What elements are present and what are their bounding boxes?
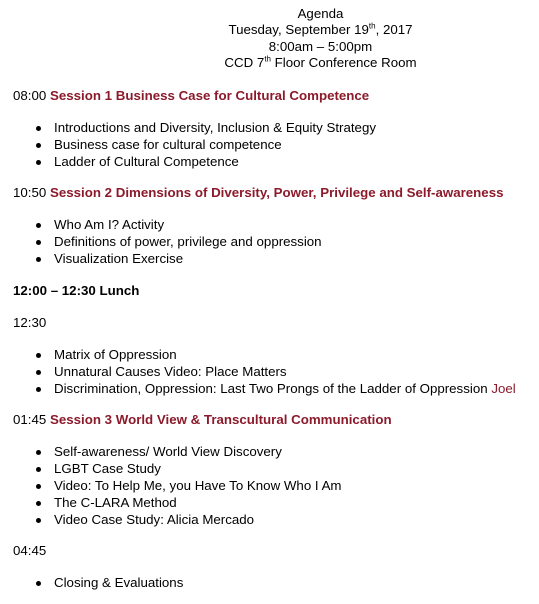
session-3-list [0,444,342,529]
date-ordinal: th [368,21,376,31]
list-item: Closing & Evaluations [0,575,183,592]
location-text: CCD 7 [224,55,265,71]
agenda-date [102,22,539,38]
location-ordinal: th [264,54,271,64]
list-item: Ladder of Cultural Competence [0,154,376,171]
session-1-title: Session 1 Business Case for Cultural Competence [49,88,370,103]
session-2-title: Session 2 Dimensions of Diversity, Power, Privilege and Self-awareness [49,185,504,200]
list-item: Video: To Help Me, you Have To Know Who I Am [0,478,342,495]
date-text: Tuesday, September 19 [228,22,369,38]
list-item [0,381,516,398]
list-item: Unnatural Causes Video: Place Matters [0,364,516,381]
session-1-list [0,120,376,171]
list-item: Video Case Study: Alicia Mercado [0,512,342,529]
agenda-header [0,6,539,72]
session-1-time: 08:00 [13,88,47,103]
session-2-time: 10:50 [13,185,47,200]
closing-block-list [0,575,183,592]
lunch-break: 12:00 – 12:30 Lunch [13,283,140,298]
session-3-title: Session 3 World View & Transcultural Communication [49,412,392,427]
session-1-heading [13,88,369,104]
list-item: Who Am I? Activity [0,217,322,234]
session-2-list [0,217,322,268]
afternoon-block-time: 12:30 [13,315,47,330]
agenda-location [102,55,539,71]
list-item-text: Discrimination, Oppression: Last Two Prongs of the Ladder of Oppression [54,380,488,396]
list-item: Self-awareness/ World View Discovery [0,444,342,461]
list-item: Definitions of power, privilege and oppression [0,234,322,251]
list-item: LGBT Case Study [0,461,342,478]
location-room: Floor Conference Room [270,55,417,71]
presenter-name: Joel [491,380,516,396]
list-item: Matrix of Oppression [0,347,516,364]
date-year: , 2017 [375,22,413,38]
list-item: Business case for cultural competence [0,137,376,154]
list-item: The C-LARA Method [0,495,342,512]
afternoon-block-list [0,347,516,398]
list-item: Introductions and Diversity, Inclusion & Equity Strategy [0,120,376,137]
closing-block-time: 04:45 [13,543,47,558]
session-2-heading [13,185,504,201]
agenda-hours: 8:00am – 5:00pm [268,38,373,54]
agenda-title: Agenda [297,6,344,21]
session-3-time: 01:45 [13,412,47,427]
list-item: Visualization Exercise [0,251,322,268]
session-3-heading [13,412,392,428]
